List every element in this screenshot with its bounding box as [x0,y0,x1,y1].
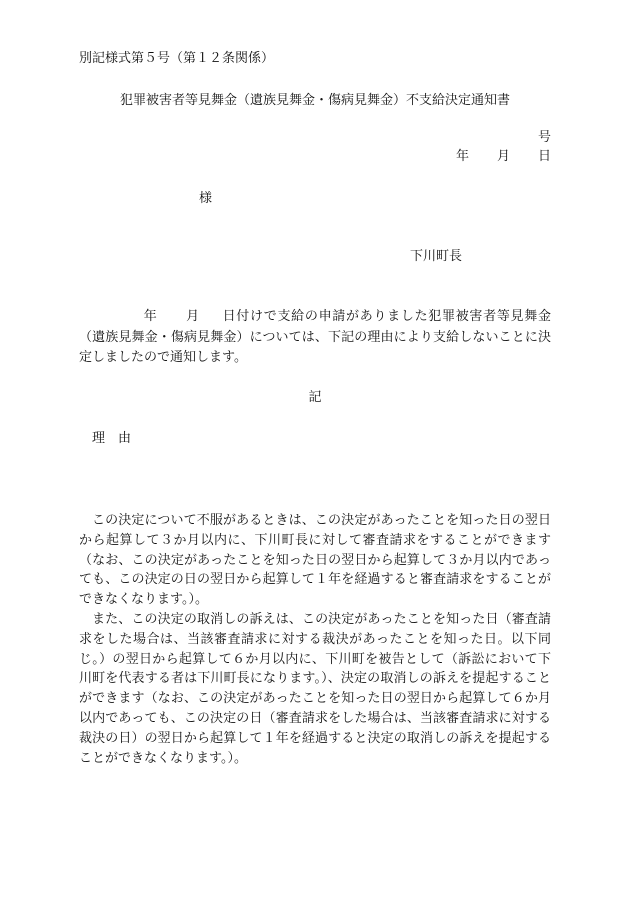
date-year: 年 [455,149,469,164]
date-day: 日 [537,149,551,164]
reason-label: 理 由 [92,431,132,446]
sender: 下川町長 [410,249,463,264]
document-date [456,150,551,163]
addressee: 様 [199,191,213,206]
body-month: 月 [185,309,200,324]
notice-paragraph: また、この決定の取消しの訴えは、この決定があったことを知った日（審査請求をした場合は、当該審査請求に対する裁決があったことを知った日。以下同じ。）の翌日から起算して６か月以内に、下川町を被告として（訴訟において下川町を代表する者は下川町長になります。）、決定の取消しの訴えを提起することができます（なお、この決定があったことを知った日の翌日から起算して６か月以内であっても、この決定の日（審査請求をした場合は、当該審査請求に対する裁決の日）の翌日から起算して１年を経過すると決定の取消しの訴えを提起することができなくなります。）。 [79,611,551,766]
body-text: 日付けで支給の申請がありました犯罪被害者等見舞金（遺族見舞金・傷病見舞金）については、下記の理由により支給しないことに決定しましたので通知します。 [79,309,551,365]
document-number: 号 [537,130,551,145]
body-paragraph [79,307,551,369]
document-title: 犯罪被害者等見舞金（遺族見舞金・傷病見舞金）不支給決定通知書 [119,93,510,108]
form-reference: 別記様式第５号（第１２条関係） [79,51,275,66]
ki-heading: 記 [308,390,322,405]
notice-paragraph: この決定について不服があるときは、この決定があったことを知った日の翌日から起算して３か月以内に、下川町長に対して審査請求をすることができます（なお、この決定があったことを知った日の翌日から起算して３か月以内であっても、この決定の日の翌日から起算して１年を経過すると審査請求をすることができなくなります。）。 [79,513,551,608]
appeal-notice [79,511,551,768]
body-year: 年 [143,309,158,324]
date-month: 月 [496,149,510,164]
